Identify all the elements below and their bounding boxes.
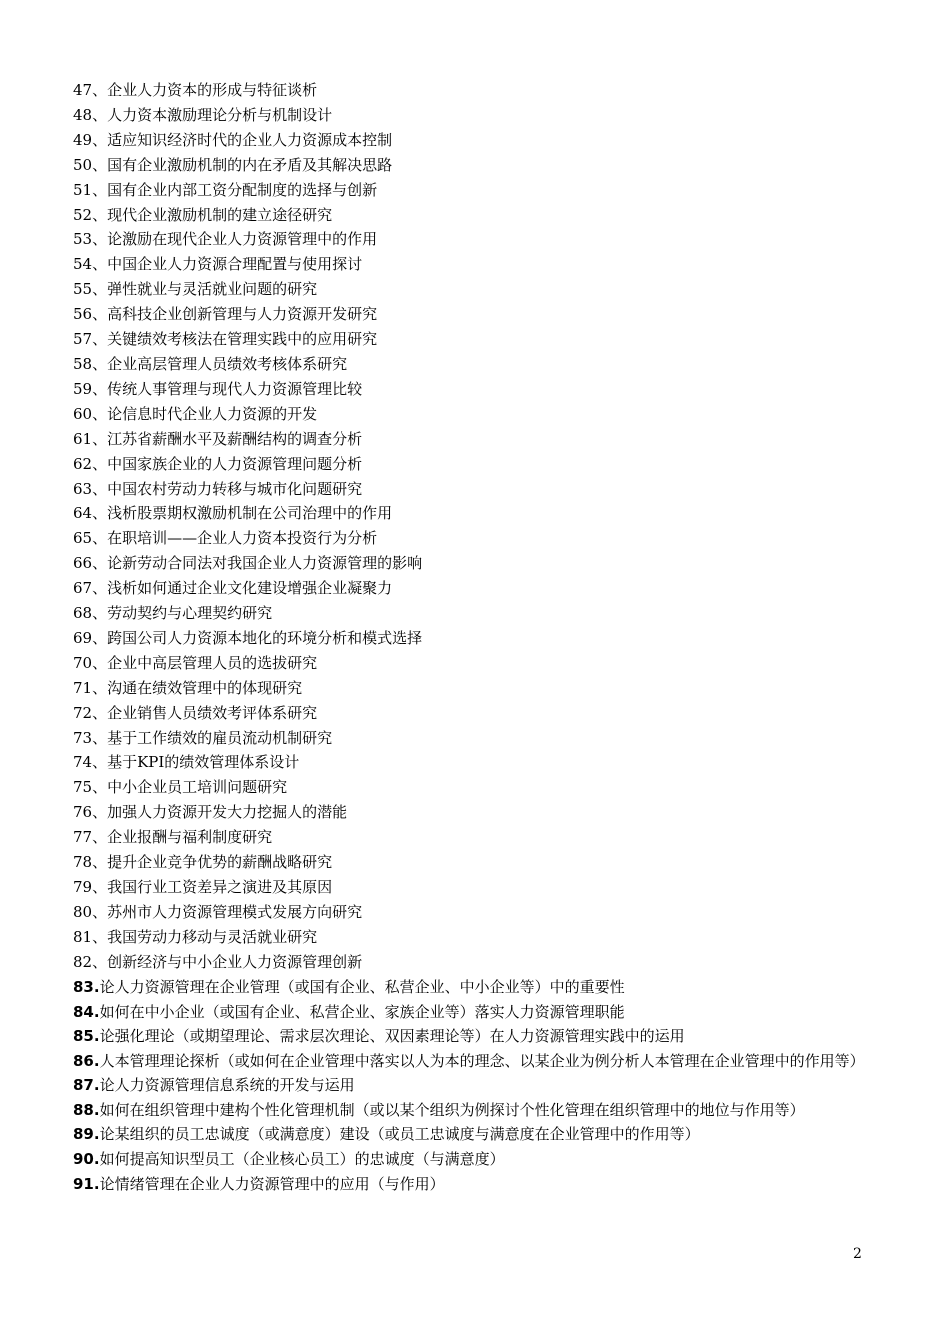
- list-item: [73, 1024, 873, 1049]
- list-item: 57、关键绩效考核法在管理实践中的应用研究: [73, 330, 378, 349]
- item-text: 人本管理理论探析（或如何在企业管理中落实以人为本的理念、以某企业为例分析人本管理在企业管理中的作用等）: [99, 1052, 865, 1071]
- list-item: 70、企业中高层管理人员的选拔研究: [73, 653, 318, 672]
- list-item: 65、在职培训——企业人力资本投资行为分析: [73, 529, 378, 548]
- list-item: [73, 1098, 868, 1122]
- page-number: 2: [853, 1246, 862, 1262]
- list-item: 82、创新经济与中小企业人力资源管理创新: [73, 952, 363, 971]
- item-number: 85.: [73, 1027, 100, 1046]
- list-item: 64、浅析股票期权激励机制在公司治理中的作用: [73, 504, 393, 523]
- list-item: [73, 1122, 873, 1147]
- list-item: [73, 975, 873, 1000]
- list-item: 74、基于KPI的绩效管理体系设计: [73, 753, 300, 772]
- list-item: [73, 1049, 868, 1073]
- item-number: 83.: [73, 977, 100, 996]
- item-text: 论人力资源管理信息系统的开发与运用: [99, 1076, 355, 1095]
- list-item: [73, 1000, 873, 1025]
- item-text: 如何在组织管理中建构个性化管理机制（或以某个组织为例探讨个性化管理在组织管理中的地位与作用等）: [99, 1101, 805, 1120]
- list-item: 51、国有企业内部工资分配制度的选择与创新: [73, 180, 378, 199]
- list-item: 68、劳动契约与心理契约研究: [73, 604, 273, 623]
- list-item: 81、我国劳动力移动与灵活就业研究: [73, 927, 318, 946]
- item-number: 86.: [73, 1052, 100, 1071]
- list-item: 54、中国企业人力资源合理配置与使用探讨: [73, 255, 363, 274]
- list-item: 66、论新劳动合同法对我国企业人力资源管理的影响: [73, 554, 423, 573]
- item-number: 90.: [73, 1150, 100, 1169]
- list-item: 60、论信息时代企业人力资源的开发: [73, 404, 318, 423]
- item-text: 论某组织的员工忠诚度（或满意度）建设（或员工忠诚度与满意度在企业管理中的作用等）: [99, 1125, 700, 1144]
- item-number: 87.: [73, 1076, 100, 1095]
- list-item: 62、中国家族企业的人力资源管理问题分析: [73, 454, 363, 473]
- list-item: 58、企业高层管理人员绩效考核体系研究: [73, 354, 348, 373]
- list-item: 80、苏州市人力资源管理模式发展方向研究: [73, 902, 363, 921]
- item-number: 84.: [73, 1002, 100, 1021]
- list-item: 72、企业销售人员绩效考评体系研究: [73, 703, 318, 722]
- item-text: 论情绪管理在企业人力资源管理中的应用（与作用）: [99, 1175, 445, 1194]
- item-text: 论强化理论（或期望理论、需求层次理论、双因素理论等）在人力资源管理实践中的运用: [99, 1027, 685, 1046]
- item-text: 论人力资源管理在企业管理（或国有企业、私营企业、中小企业等）中的重要性: [99, 977, 625, 996]
- list-item: 67、浅析如何通过企业文化建设增强企业凝聚力: [73, 579, 393, 598]
- list-item: 63、中国农村劳动力转移与城市化问题研究: [73, 479, 363, 498]
- list-item: 47、企业人力资本的形成与特征谈析: [73, 81, 318, 99]
- list-item: 77、企业报酬与福利制度研究: [73, 828, 273, 847]
- list-item: 48、人力资本激励理论分析与机制设计: [73, 105, 333, 124]
- list-item: 59、传统人事管理与现代人力资源管理比较: [73, 379, 363, 398]
- list-item: 69、跨国公司人力资源本地化的环境分析和模式选择: [73, 628, 423, 647]
- item-text: 如何提高知识型员工（企业核心员工）的忠诚度（与满意度）: [99, 1150, 505, 1169]
- list-item: [73, 1172, 873, 1197]
- list-item: 75、中小企业员工培训问题研究: [73, 778, 288, 797]
- list-item: 52、现代企业激励机制的建立途径研究: [73, 205, 333, 224]
- list-item: 56、高科技企业创新管理与人力资源开发研究: [73, 305, 378, 324]
- list-item: 73、基于工作绩效的雇员流动机制研究: [73, 728, 333, 747]
- list-item: 78、提升企业竞争优势的薪酬战略研究: [73, 853, 333, 872]
- list-item: 79、我国行业工资差异之演进及其原因: [73, 878, 333, 896]
- item-text: 如何在中小企业（或国有企业、私营企业、家族企业等）落实人力资源管理职能: [99, 1002, 625, 1021]
- list-item: 61、江苏省薪酬水平及薪酬结构的调查分析: [73, 429, 363, 448]
- list-item: 55、弹性就业与灵活就业问题的研究: [73, 280, 318, 299]
- item-number: 88.: [73, 1101, 100, 1120]
- list-item: [73, 1073, 873, 1098]
- item-number: 91.: [73, 1175, 100, 1194]
- list-item: 53、论激励在现代企业人力资源管理中的作用: [73, 230, 378, 249]
- list-item: [73, 1147, 873, 1172]
- list-item: 71、沟通在绩效管理中的体现研究: [73, 678, 303, 697]
- list-item: 50、国有企业激励机制的内在矛盾及其解决思路: [73, 155, 393, 174]
- list-item: 76、加强人力资源开发大力挖掘人的潜能: [73, 803, 348, 822]
- topic-list: [73, 78, 873, 1197]
- item-number: 89.: [73, 1125, 100, 1144]
- list-item: 49、适应知识经济时代的企业人力资源成本控制: [73, 130, 393, 149]
